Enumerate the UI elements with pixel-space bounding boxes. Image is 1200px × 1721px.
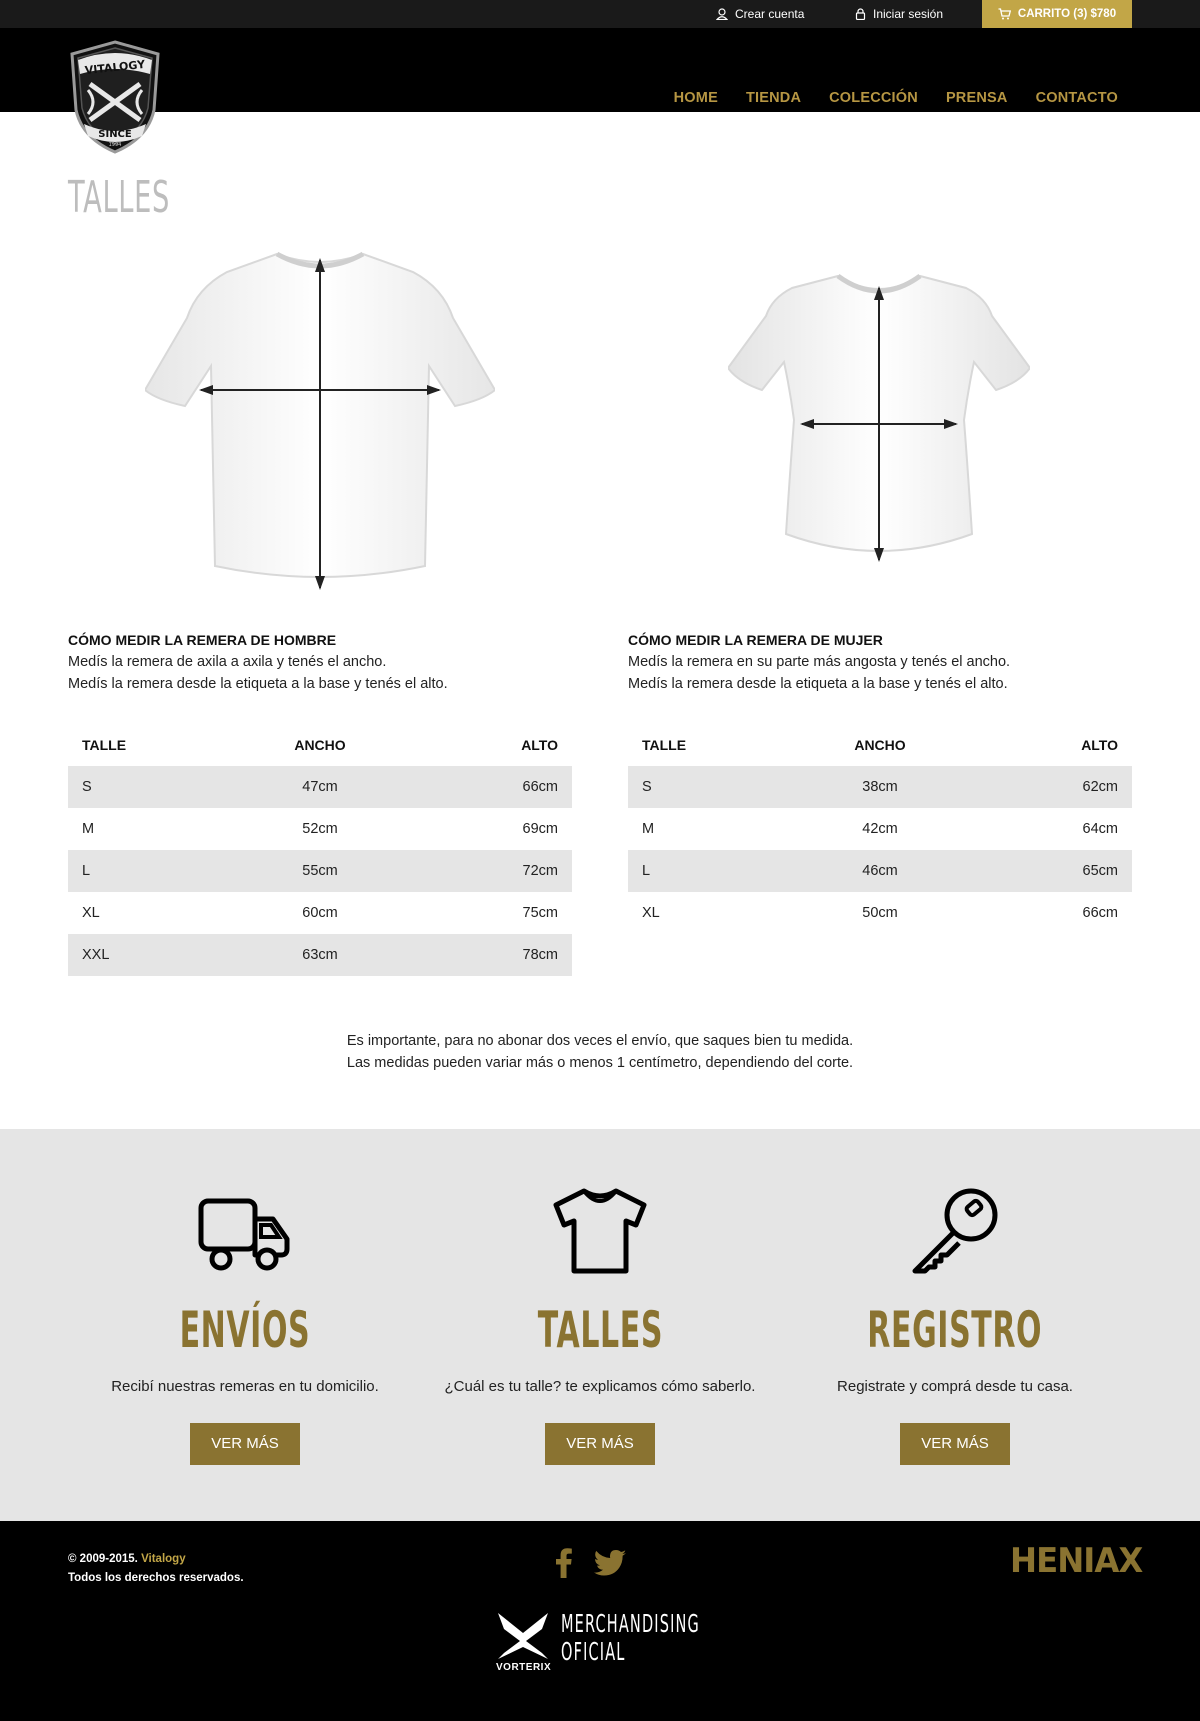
feature-registro-text: Registrate y comprá desde tu casa. xyxy=(837,1378,1073,1395)
vorterix-logo-icon[interactable] xyxy=(496,1611,550,1669)
width-cell: 42cm xyxy=(862,821,898,837)
copyright-year: © 2009-2015. xyxy=(68,1553,138,1565)
size-cell: S xyxy=(628,766,768,808)
copyright xyxy=(68,1550,244,1588)
nav-prensa[interactable]: PRENSA xyxy=(945,90,1008,106)
column-header: ANCHO xyxy=(854,737,906,753)
column-header: TALLE xyxy=(642,737,687,753)
logo-text-top: VITALOGY xyxy=(84,57,146,78)
size-cell: XL xyxy=(642,905,660,921)
login-link[interactable] xyxy=(855,0,943,28)
vorterix-label: VORTERIX xyxy=(496,1662,552,1673)
note-line-1: Es importante, para no abonar dos veces el envío, que saques bien tu medida. xyxy=(346,1033,854,1049)
height-cell: 78cm xyxy=(432,934,572,976)
merchandising-oficial xyxy=(561,1610,700,1666)
truck-icon xyxy=(195,1185,295,1277)
create-account-label: Crear cuenta xyxy=(735,6,805,21)
height-cell: 64cm xyxy=(1082,821,1118,837)
mens-measure-heading: CÓMO MEDIR LA REMERA DE HOMBRE xyxy=(68,632,337,648)
tshirt-icon xyxy=(550,1185,650,1277)
column-header: ALTO xyxy=(521,737,558,753)
footer xyxy=(0,1521,1200,1721)
heniax-logo[interactable]: HENIAX xyxy=(1010,1541,1143,1581)
table-row xyxy=(68,808,572,850)
feature-envios-title: ENVÍOS xyxy=(179,1301,311,1359)
logo-text-year: 1994 xyxy=(108,142,122,148)
size-cell: S xyxy=(68,766,208,808)
width-cell: 63cm xyxy=(208,934,432,976)
table-row xyxy=(68,892,572,934)
womens-measure-instructions xyxy=(628,632,1138,695)
womens-size-table xyxy=(628,724,1132,934)
logo-text-bottom: SINCE xyxy=(98,129,132,140)
measurement-note xyxy=(0,1030,1200,1074)
main-nav xyxy=(674,56,1118,140)
width-cell: 60cm xyxy=(302,905,338,921)
main-header xyxy=(0,28,1200,112)
key-icon xyxy=(905,1185,1005,1277)
width-cell: 50cm xyxy=(862,905,898,921)
cart-icon xyxy=(998,8,1011,20)
login-label: Iniciar sesión xyxy=(873,6,944,21)
mens-measure-line-1: Medís la remera de axila a axila y tenés el ancho. xyxy=(68,654,387,670)
size-cell: M xyxy=(642,821,655,837)
top-bar xyxy=(0,0,1200,28)
brand-link[interactable]: Vitalogy xyxy=(141,1553,186,1565)
width-cell: 38cm xyxy=(768,766,992,808)
nav-coleccion[interactable]: COLECCIÓN xyxy=(829,90,918,106)
womens-measure-line-2: Medís la remera desde la etiqueta a la base y tenés el alto. xyxy=(628,675,1008,692)
size-cell: L xyxy=(628,850,768,892)
mens-size-table xyxy=(68,724,572,976)
size-cell: XL xyxy=(82,905,100,921)
table-row xyxy=(628,850,1132,892)
merch-line-1: MERCHANDISING xyxy=(561,1609,700,1638)
width-cell: 52cm xyxy=(302,821,338,837)
lock-icon xyxy=(855,8,866,20)
table-row xyxy=(68,934,572,976)
width-cell: 46cm xyxy=(768,850,992,892)
nav-tienda[interactable]: TIENDA xyxy=(745,90,802,106)
height-cell: 75cm xyxy=(522,905,558,921)
height-cell: 69cm xyxy=(522,821,558,837)
merch-line-2: OFICIAL xyxy=(561,1637,626,1666)
feature-talles-title: TALLES xyxy=(537,1301,663,1359)
talles-ver-mas-button[interactable]: VER MÁS xyxy=(545,1423,655,1465)
social-links xyxy=(556,1548,626,1578)
height-cell: 66cm xyxy=(1082,905,1118,921)
column-header: ANCHO xyxy=(294,737,346,753)
table-row xyxy=(68,766,572,808)
cart-label: CARRITO (3) $780 xyxy=(1017,8,1117,20)
feature-talles-text: ¿Cuál es tu talle? te explicamos cómo saberlo. xyxy=(444,1378,756,1395)
height-cell: 72cm xyxy=(432,850,572,892)
create-account-link[interactable] xyxy=(716,0,804,28)
note-line-2: Las medidas pueden variar más o menos 1 centímetro, dependiendo del corte. xyxy=(346,1055,854,1071)
table-header-row xyxy=(68,724,572,766)
column-header: TALLE xyxy=(82,737,127,753)
womens-measure-heading: CÓMO MEDIR LA REMERA DE MUJER xyxy=(628,632,883,648)
table-row xyxy=(68,850,572,892)
nav-contacto[interactable]: CONTACTO xyxy=(1035,90,1118,106)
height-cell: 62cm xyxy=(992,766,1132,808)
envios-ver-mas-button[interactable]: VER MÁS xyxy=(190,1423,300,1465)
mens-measure-instructions xyxy=(68,632,578,695)
feature-registro-title: REGISTRO xyxy=(867,1301,1043,1359)
vitalogy-logo[interactable] xyxy=(68,40,162,154)
height-cell: 66cm xyxy=(432,766,572,808)
womens-measure-line-1: Medís la remera en su parte más angosta y tenés el ancho. xyxy=(628,654,1011,670)
nav-home[interactable]: HOME xyxy=(673,90,718,106)
table-header-row xyxy=(628,724,1132,766)
mens-measure-line-2: Medís la remera desde la etiqueta a la base y tenés el alto. xyxy=(68,675,448,692)
features-section xyxy=(0,1129,1200,1521)
cart-button[interactable] xyxy=(982,0,1132,28)
width-cell: 47cm xyxy=(208,766,432,808)
rights-text: Todos los derechos reservados. xyxy=(68,1572,244,1584)
column-header: ALTO xyxy=(1081,737,1118,753)
mens-shirt-diagram xyxy=(145,248,495,593)
table-row xyxy=(628,892,1132,934)
size-cell: L xyxy=(68,850,208,892)
feature-envios-text: Recibí nuestras remeras en tu domicilio. xyxy=(111,1378,379,1395)
user-icon xyxy=(716,8,728,20)
twitter-icon[interactable] xyxy=(594,1550,626,1576)
facebook-icon[interactable] xyxy=(556,1548,572,1578)
registro-ver-mas-button[interactable]: VER MÁS xyxy=(900,1423,1010,1465)
page-title: TALLES xyxy=(68,172,170,223)
width-cell: 55cm xyxy=(208,850,432,892)
table-row xyxy=(628,808,1132,850)
womens-shirt-diagram xyxy=(728,272,1030,567)
size-cell: XXL xyxy=(68,934,208,976)
height-cell: 65cm xyxy=(992,850,1132,892)
table-row xyxy=(628,766,1132,808)
size-cell: M xyxy=(82,821,95,837)
